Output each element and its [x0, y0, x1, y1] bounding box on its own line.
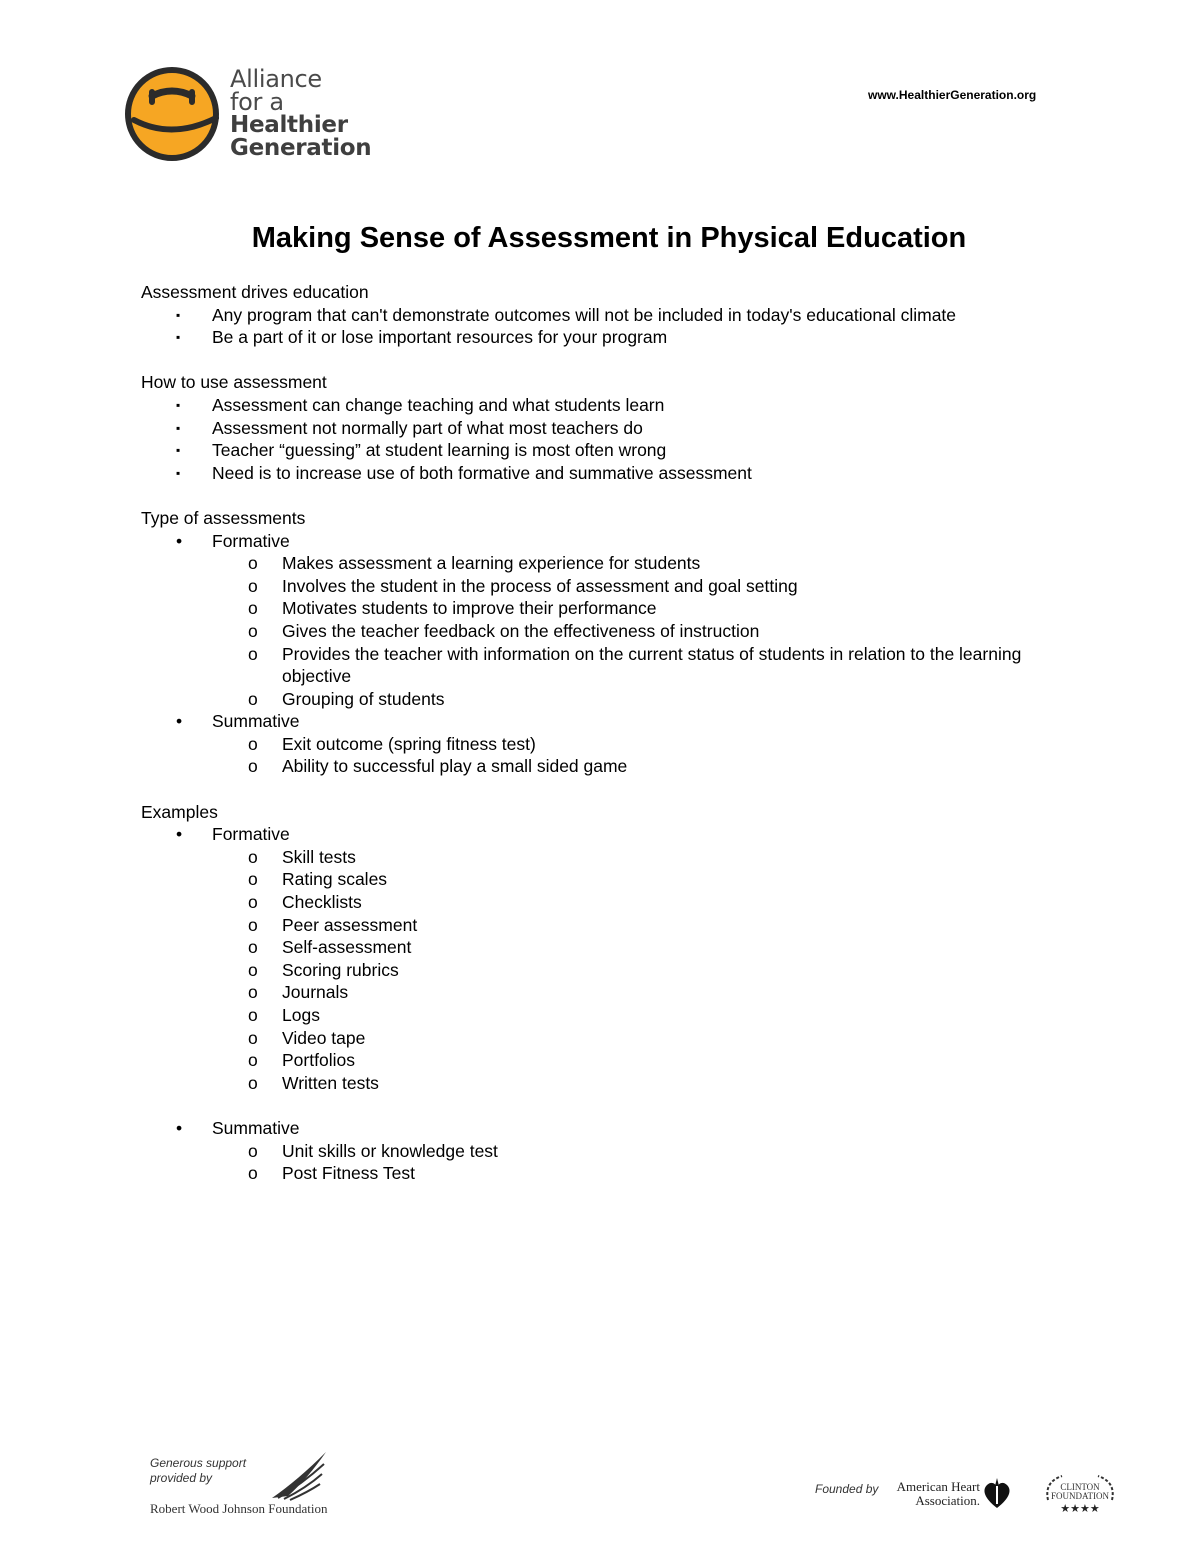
circle-bullet-icon: o — [248, 1140, 258, 1161]
section-heading: Examples — [141, 801, 218, 822]
dot-bullet-icon: • — [176, 530, 183, 551]
sub-list-item: o Rating scales — [248, 869, 388, 890]
section-types — [141, 507, 1061, 778]
circle-bullet-icon: o — [248, 914, 258, 935]
stars-icon: ★★★★ — [1060, 1502, 1100, 1515]
sub-list-item: o Portfolios — [248, 1050, 355, 1071]
founded-by-label: Founded by — [815, 1482, 879, 1496]
sub-list-item: o Ability to successful play a small sided game — [248, 756, 628, 777]
logo-line-generation: Generation — [230, 135, 372, 161]
circle-bullet-icon: o — [248, 1163, 258, 1184]
clinton-foundation-logo — [1040, 1470, 1120, 1520]
clinton-line-1: CLINTON — [1060, 1482, 1100, 1492]
list-item-summative: • Summative — [176, 1117, 300, 1138]
logo-wordmark — [230, 65, 372, 161]
smiley-logo-icon — [124, 66, 224, 162]
circle-bullet-icon: o — [248, 892, 258, 913]
page-title: Making Sense of Assessment in Physical Education — [251, 222, 967, 254]
sub-list-item: o Unit skills or knowledge test — [248, 1140, 498, 1161]
section-heading: Type of assessments — [141, 507, 306, 528]
square-bullet-icon: ▪ — [176, 465, 181, 480]
list-item-summative: • Summative — [176, 711, 300, 732]
circle-bullet-icon: o — [248, 1050, 258, 1071]
square-bullet-icon: ▪ — [176, 443, 181, 458]
clinton-wreath-icon — [1040, 1470, 1120, 1516]
sub-list-item: o Post Fitness Test — [248, 1163, 415, 1184]
sub-list-item: o Grouping of students — [248, 688, 445, 709]
sub-list-item: o Skill tests — [248, 846, 356, 867]
sub-list-item: o Involves the student in the process of assessment and goal setting — [248, 575, 798, 596]
sub-list-item: o Exit outcome (spring fitness test) — [248, 733, 536, 754]
dot-bullet-icon: • — [176, 824, 183, 845]
spacer — [141, 1094, 1061, 1117]
aha-line-1: American Heart — [896, 1479, 980, 1494]
list-item: ▪ Need is to increase use of both formative and summative assessment — [176, 462, 752, 483]
aha-logo — [894, 1480, 980, 1508]
circle-bullet-icon: o — [248, 553, 258, 574]
list-item: ▪ Teacher “guessing” at student learning is most often wrong — [176, 440, 667, 461]
rwj-name: Robert Wood Johnson Foundation — [150, 1501, 328, 1516]
circle-bullet-icon: o — [248, 733, 258, 754]
heart-torch-icon — [982, 1476, 1012, 1510]
list-item-formative: • Formative — [176, 824, 290, 845]
list-item: ▪ Assessment not normally part of what most teachers do — [176, 417, 643, 438]
clinton-line-2: FOUNDATION — [1051, 1491, 1109, 1501]
sub-list-item: o Gives the teacher feedback on the effectiveness of instruction — [248, 620, 760, 641]
circle-bullet-icon: o — [248, 688, 258, 709]
sub-list-item: o Video tape — [248, 1027, 366, 1048]
list-item: ▪ Be a part of it or lose important resources for your program — [176, 327, 668, 348]
sub-list-item: o Journals — [248, 982, 349, 1003]
circle-bullet-icon: o — [248, 756, 258, 777]
sub-list-item: o Written tests — [248, 1072, 379, 1093]
sub-list-item: o Makes assessment a learning experience for students — [248, 553, 701, 574]
section-heading: How to use assessment — [141, 372, 327, 393]
circle-bullet-icon: o — [248, 575, 258, 596]
aha-line-2: Association. — [915, 1493, 980, 1508]
website-url: www.HealthierGeneration.org — [868, 88, 1037, 102]
circle-bullet-icon: o — [248, 846, 258, 867]
dot-bullet-icon: • — [176, 711, 183, 732]
sub-list-item: o Provides the teacher with information on the current status of students in relation to the learning objective — [248, 643, 1022, 687]
square-bullet-icon: ▪ — [176, 420, 181, 435]
circle-bullet-icon: o — [248, 1027, 258, 1048]
square-bullet-icon: ▪ — [176, 307, 181, 322]
square-bullet-icon: ▪ — [176, 397, 181, 412]
support-line-2: provided by — [150, 1471, 213, 1485]
sub-list-item: o Peer assessment — [248, 914, 418, 935]
logo-line-for-a: for a — [230, 88, 284, 116]
circle-bullet-icon: o — [248, 620, 258, 641]
circle-bullet-icon: o — [248, 1005, 258, 1025]
circle-bullet-icon: o — [248, 982, 258, 1003]
list-item-formative: • Formative — [176, 530, 290, 551]
support-line-1: Generous support — [150, 1456, 247, 1470]
circle-bullet-icon: o — [248, 959, 258, 980]
document-body — [141, 281, 1061, 1207]
section-how-to-use — [141, 371, 1061, 484]
sub-list-item: o Scoring rubrics — [248, 959, 399, 980]
section-assessment-drives — [141, 281, 1061, 349]
circle-bullet-icon: o — [248, 937, 258, 958]
circle-bullet-icon: o — [248, 643, 258, 664]
list-item: ▪ Any program that can't demonstrate outcomes will not be included in today's educational climate — [176, 304, 957, 325]
rwj-support-logo — [150, 1456, 340, 1520]
section-heading: Assessment drives education — [141, 282, 369, 302]
square-bullet-icon: ▪ — [176, 330, 181, 345]
logo-line-alliance: Alliance — [230, 65, 322, 93]
alliance-logo — [124, 66, 384, 166]
circle-bullet-icon: o — [248, 1072, 258, 1093]
sub-list-item: o Checklists — [248, 892, 362, 913]
list-item: ▪ Assessment can change teaching and what students learn — [176, 394, 665, 415]
rwj-bird-icon — [268, 1450, 330, 1502]
logo-line-healthier: Healthier — [230, 112, 348, 138]
dot-bullet-icon: • — [176, 1117, 183, 1138]
sub-list-item: o Logs — [248, 1005, 320, 1025]
circle-bullet-icon: o — [248, 598, 258, 619]
sub-list-item: o Motivates students to improve their performance — [248, 598, 657, 619]
circle-bullet-icon: o — [248, 869, 258, 890]
section-examples — [141, 801, 1061, 1185]
sub-list-item: o Self-assessment — [248, 937, 412, 958]
